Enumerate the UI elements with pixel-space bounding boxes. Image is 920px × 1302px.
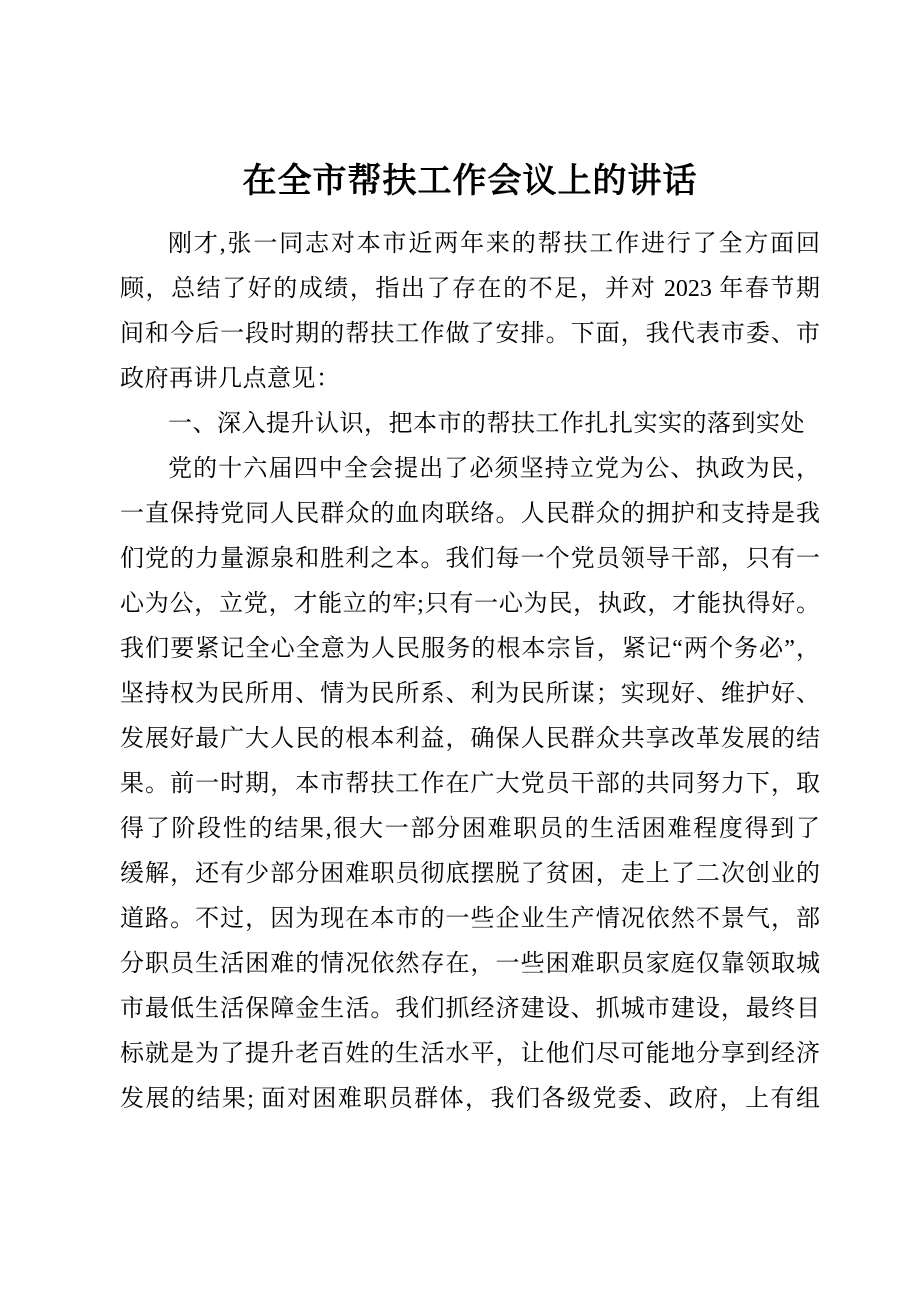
text-line: 市最低生活保障金生活。我们抓经济建设、抓城市建设，最终目 [120, 996, 820, 1022]
text-line: 间和今后一段时期的帮扶工作做了安排。下面，我代表市委、市 [120, 321, 820, 347]
document-body [120, 222, 820, 1122]
document-title: 在全市帮扶工作会议上的讲话 [242, 163, 698, 200]
text-line: 标就是为了提升老百姓的生活水平，让他们尽可能地分享到经济 [120, 1041, 820, 1067]
text-line: 们党的力量源泉和胜利之本。我们每一个党员领导干部，只有一 [120, 546, 820, 572]
text-line: 发展的结果; 面对困难职员群体，我们各级党委、政府，上有组 [120, 1086, 820, 1112]
text-line: 心为公，立党，才能立的牢;只有一心为民，执政，才能执得好。 [120, 591, 820, 617]
section-heading-line: 一、深入提升认识，把本市的帮扶工作扎扎实实的落到实处 [168, 411, 805, 437]
text-line: 分职员生活困难的情况依然存在，一些困难职员家庭仅靠领取城 [120, 951, 820, 977]
text-line: 果。前一时期，本市帮扶工作在广大党员干部的共同努力下，取 [120, 771, 820, 797]
text-line: 道路。不过，因为现在本市的一些企业生产情况依然不景气，部 [120, 906, 820, 932]
text-line: 缓解，还有少部分困难职员彻底摆脱了贫困，走上了二次创业的 [120, 861, 820, 887]
text-line: 发展好最广大人民的根本利益，确保人民群众共享改革发展的结 [120, 726, 820, 752]
text-line: 一直保持党同人民群众的血肉联络。人民群众的拥护和支持是我 [120, 501, 820, 527]
text-line: 坚持权为民所用、情为民所系、利为民所谋；实现好、维护好、 [120, 681, 820, 707]
text-line: 顾，总结了好的成绩，指出了存在的不足，并对 2023 年春节期 [120, 276, 820, 302]
text-line: 政府再讲几点意见： [120, 366, 341, 392]
text-line: 刚才,张一同志对本市近两年来的帮扶工作进行了全方面回 [168, 231, 820, 257]
text-line: 我们要紧记全心全意为人民服务的根本宗旨，紧记“两个务必”， [120, 636, 820, 662]
text-line: 党的十六届四中全会提出了必须坚持立党为公、执政为民， [168, 456, 820, 482]
text-line: 得了阶段性的结果,很大一部分困难职员的生活困难程度得到了 [120, 816, 820, 842]
